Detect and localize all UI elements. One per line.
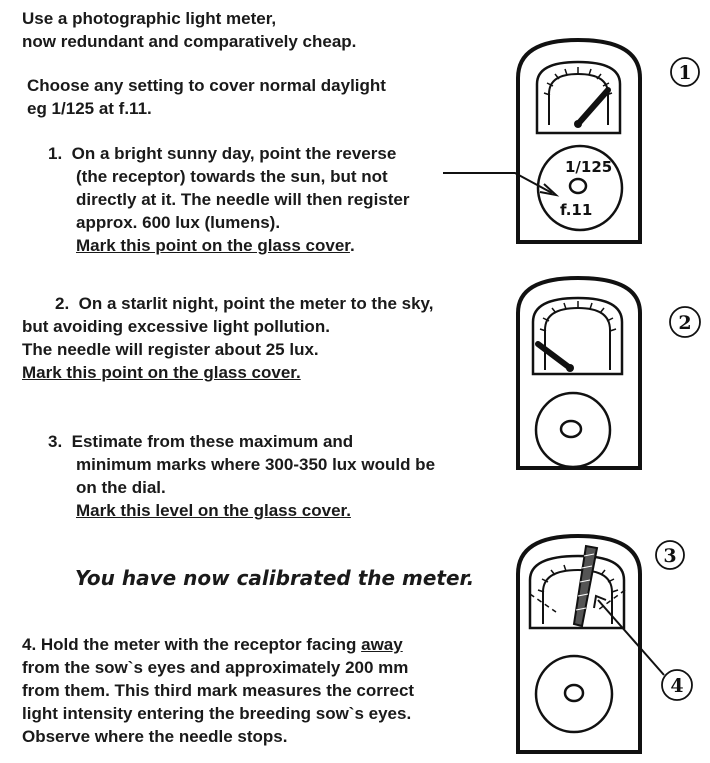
step-4-line-1 — [22, 633, 414, 656]
step-2-mark: Mark this point on the glass cover. — [22, 363, 301, 382]
step-3-line-3: on the dial. — [76, 478, 166, 497]
step-4-line-2: from the sow`s eyes and approximately 200 mm — [22, 658, 409, 677]
step-3-line-2: minimum marks where 300-350 lux would be — [76, 455, 436, 474]
receptor-lens-icon — [536, 656, 612, 732]
setting-line-2: eg 1/125 at f.11. — [27, 99, 152, 118]
step-3-mark: Mark this level on the glass cover. — [76, 501, 351, 520]
step-3-number: 3. — [48, 432, 63, 451]
light-meter-figure-3 — [510, 520, 710, 760]
intro-line-1: Use a photographic light meter, — [22, 9, 277, 28]
figure-1-label: 1 — [678, 62, 692, 84]
intro-text — [22, 7, 356, 53]
step-2 — [22, 292, 433, 384]
setting-text — [27, 74, 386, 120]
step-1-line-3: directly at it. The needle will then register — [76, 190, 410, 209]
intro-line-2: now redundant and comparatively cheap. — [22, 32, 357, 51]
figure-4-label: 4 — [670, 675, 684, 697]
receptor-lens-icon — [536, 393, 610, 467]
step-4-away: away — [361, 635, 403, 654]
step-2-line-1 — [22, 292, 433, 315]
light-meter-figure-1 — [430, 30, 710, 270]
setting-line-1: Choose any setting to cover normal daylight — [27, 76, 386, 95]
step-1-mark — [48, 234, 409, 257]
step-1-mark-end: . — [349, 236, 355, 255]
step-1-line-4: approx. 600 lux (lumens). — [76, 213, 281, 232]
step-3-line-1 — [48, 430, 435, 453]
step-4-text-1: 4. Hold the meter with the receptor facing — [22, 635, 362, 654]
step-1-number: 1. — [48, 144, 63, 163]
step-2-number: 2. — [55, 294, 70, 313]
step-2-line-2: but avoiding excessive light pollution. — [22, 317, 330, 336]
step-3-text-1: Estimate from these maximum and — [71, 432, 354, 451]
step-4-line-4: light intensity entering the breeding sow`s eyes. — [22, 704, 412, 723]
step-1-line-1 — [48, 142, 409, 165]
callout-arrow-icon — [443, 173, 552, 193]
step-4-line-3: from them. This third mark measures the correct — [22, 681, 415, 700]
step-4-line-5: Observe where the needle stops. — [22, 727, 288, 746]
calibrated-message: You have now calibrated the meter. — [75, 566, 475, 590]
step-1-line-2: (the receptor) towards the sun, but not — [76, 167, 388, 186]
step-1 — [48, 142, 409, 257]
step-2-line-3: The needle will register about 25 lux. — [22, 340, 319, 359]
light-meter-figure-2 — [510, 270, 710, 480]
step-1-text-1: On a bright sunny day, point the reverse — [71, 144, 397, 163]
dial-needle-icon — [578, 90, 608, 124]
step-3 — [48, 430, 435, 522]
dial-needle-icon — [538, 344, 570, 368]
callout-arrow-icon — [598, 600, 664, 675]
step-2-text-1: On a starlit night, point the meter to the sky, — [78, 294, 434, 313]
figure-3-label: 3 — [663, 545, 677, 567]
step-1-mark-text: Mark this point on the glass cover — [76, 236, 350, 255]
figure-2-label: 2 — [678, 312, 692, 334]
dial-needle-icon — [574, 546, 597, 626]
step-4 — [22, 633, 414, 748]
figure-1-shutter: 1/125 — [565, 158, 613, 176]
figure-1-aperture: f.11 — [560, 201, 593, 219]
